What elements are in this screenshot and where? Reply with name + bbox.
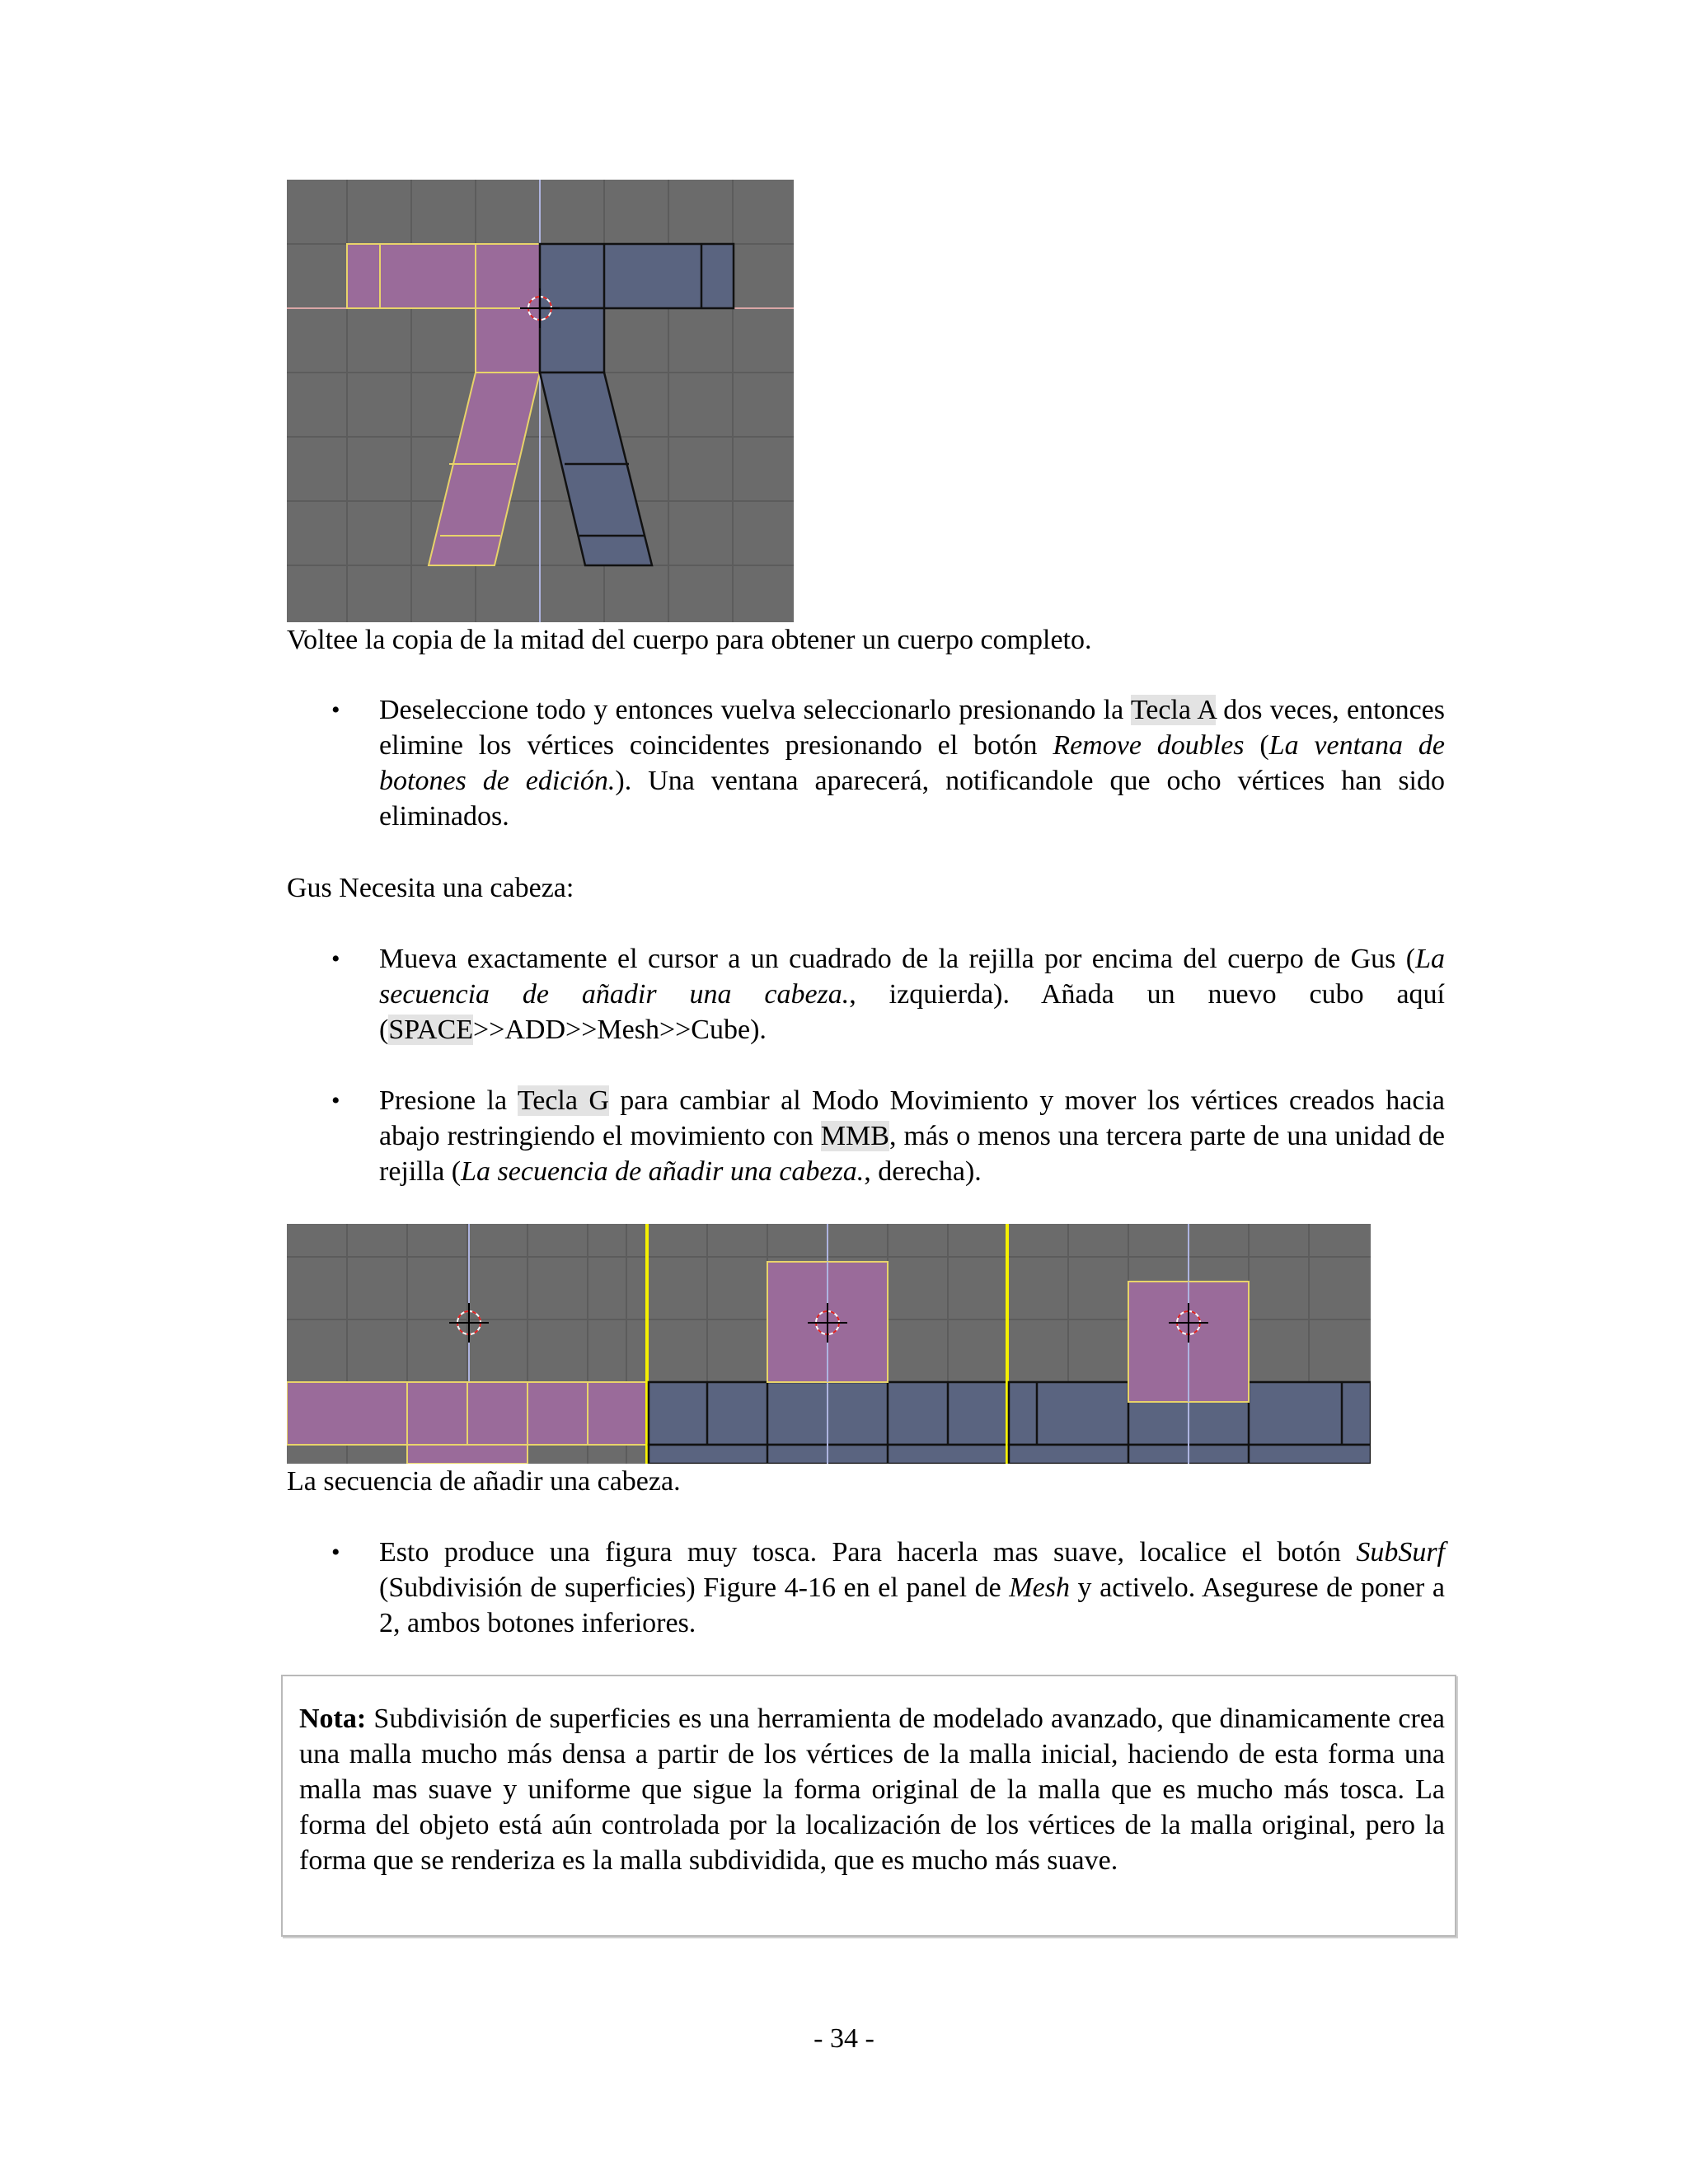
- note-text: Nota: Subdivisión de superficies es una herramienta de modelado avanzado, que dinamicamente crea una malla mucho más densa a partir de los vértices de la malla inicial, haciendo de esta forma una malla mas suave y uniforme que sigue la forma original de la malla que es mucho más tosca. La forma del objeto está aún controlada por la localización de los vértices de la malla original, pero la forma que se renderiza es la malla subdividida, que es mucho más suave.: [299, 1704, 1445, 1876]
- bullet-dot: •: [331, 1087, 340, 1114]
- bullet-move-vertices: Presione la Tecla G para cambiar al Modo Movimiento y mover los vértices creados hacia abajo restringiendo el movimiento con MMB, más o menos una tercera parte de una unidad de rejilla (La secuencia de añadir una cabeza., derecha).: [379, 1085, 1446, 1187]
- key-tecla-g: Tecla G: [517, 1085, 609, 1116]
- section-heading-gus: Gus Necesita una cabeza:: [287, 873, 574, 903]
- figure-body-mesh: [287, 180, 794, 622]
- bullet-remove-doubles: Deseleccione todo y entonces vuelva seleccionarlo presionando la Tecla A dos veces, entonces elimine los vértices coincidentes presionando el botón Remove doubles (La ventana de botones de edición.). Una ventana aparecerá, notificandole que ocho vértices han sido eliminados.: [379, 695, 1445, 832]
- bullet-subsurf: Esto produce una figura muy tosca. Para hacerla mas suave, localice el botón SubSurf (Subdivisión de superficies) Figure 4-16 en el panel de Mesh y activelo. Asegurese de poner a 2, ambos botones inferiores.: [379, 1537, 1445, 1638]
- bullet-dot: •: [331, 696, 340, 724]
- page-number: - 34 -: [814, 2023, 874, 2054]
- bullet-dot: •: [331, 945, 340, 972]
- figure-caption-body: Voltee la copia de la mitad del cuerpo para obtener un cuerpo completo.: [287, 625, 1092, 655]
- key-tecla-a: Tecla A: [1130, 695, 1217, 725]
- note-box: [281, 1675, 1456, 1937]
- figure-caption-head: La secuencia de añadir una cabeza.: [287, 1466, 681, 1497]
- key-mmb: MMB: [820, 1121, 889, 1151]
- key-space: SPACE: [388, 1015, 474, 1045]
- bullet-add-cube: Mueva exactamente el cursor a un cuadrado de la rejilla por encima del cuerpo de Gus (La secuencia de añadir una cabeza., izquierda). Añada un nuevo cubo aquí (SPACE>>ADD>>Mesh>>Cube).: [379, 944, 1445, 1045]
- figure-head-sequence: [287, 1224, 1371, 1464]
- note-label: Nota:: [299, 1704, 367, 1734]
- bullet-dot: •: [331, 1539, 340, 1566]
